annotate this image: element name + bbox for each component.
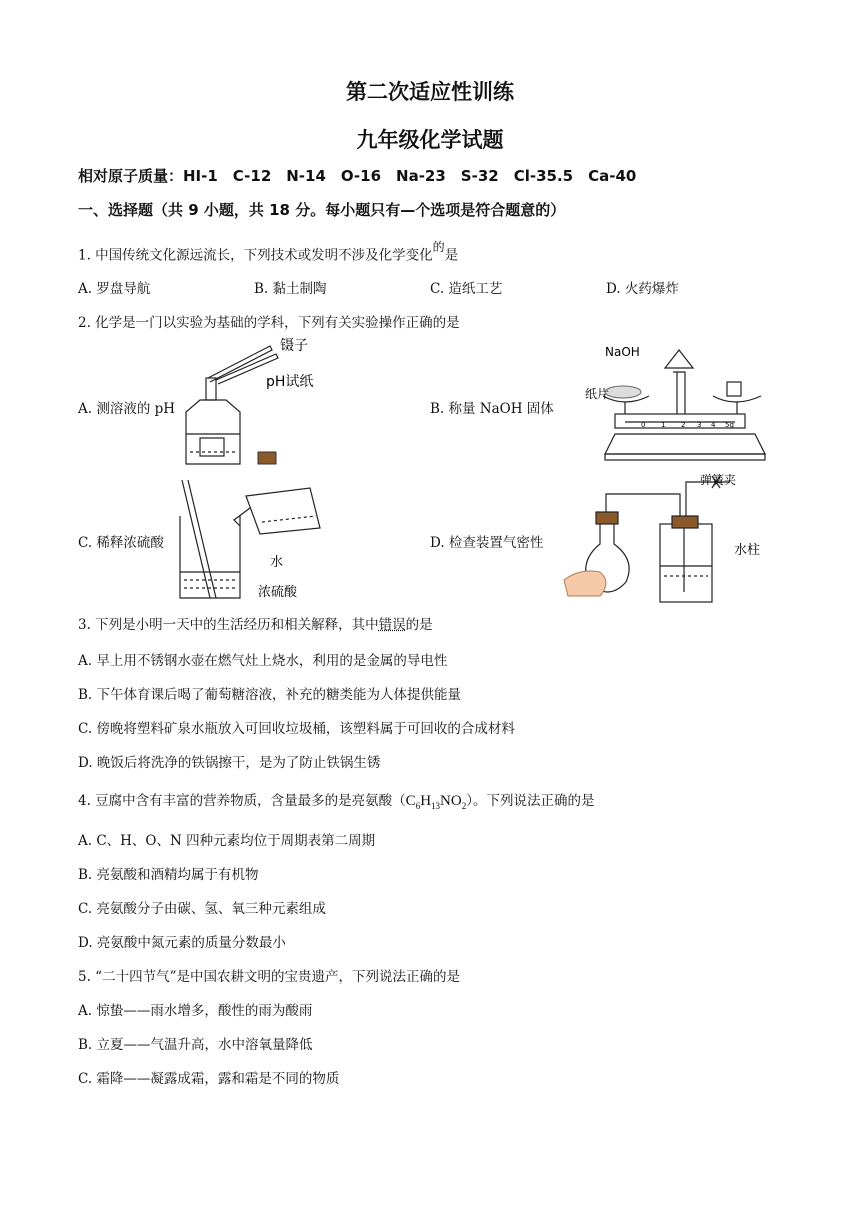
question-4-stem-pre: 4. 豆腐中含有丰富的营养物质，含量最多的是亮氨酸（ <box>78 793 406 809</box>
q2-option-a: A. 测溶液的 pH <box>78 401 176 417</box>
water-column-label: 水柱 <box>734 543 761 558</box>
naoh-label: NaOH <box>605 345 640 359</box>
q2-option-b: B. 称量 NaOH 固体 <box>430 401 554 417</box>
scale-tick-5g: 5g <box>725 421 734 429</box>
exam-title: 第二次适应性训练 <box>346 80 514 104</box>
q4-option-b: B. 亮氨酸和酒精均属于有机物 <box>78 867 259 883</box>
sulfuric-acid-label: 浓硫酸 <box>258 585 298 600</box>
q3-option-c: C. 傍晚将塑料矿泉水瓶放入可回收垃圾桶，该塑料属于可回收的合成材料 <box>78 721 515 737</box>
ph-paper-piece <box>258 452 276 464</box>
question-3-stem-post: 的是 <box>405 617 433 633</box>
question-3-emphasis: 错误 <box>378 617 406 633</box>
formula-h-sub: 13 <box>431 801 441 811</box>
q2-option-d: D. 检查装置气密性 <box>430 535 544 551</box>
question-3-stem <box>78 613 433 633</box>
scale-tick-0: 0 <box>641 421 646 429</box>
question-3-stem-pre: 3. 下列是小明一天中的生活经历和相关解释，其中 <box>78 617 379 633</box>
ph-paper-label: pH试纸 <box>266 374 314 390</box>
q1-option-a: A. 罗盘导航 <box>78 281 151 297</box>
formula-h: H <box>420 793 432 809</box>
formula-c: C <box>405 793 416 809</box>
tweezers-label: 镊子 <box>280 338 308 354</box>
q2-option-c: C. 稀释浓硫酸 <box>78 535 164 551</box>
figure-ph-measurement <box>180 334 340 474</box>
hand-image <box>564 571 606 596</box>
q5-option-c: C. 霜降——凝露成霜，露和霜是不同的物质 <box>78 1071 340 1087</box>
scale-tick-3: 3 <box>697 421 702 429</box>
q3-option-a: A. 早上用不锈钢水壶在燃气灶上烧水，利用的是金属的导电性 <box>78 653 448 669</box>
paper-label: 纸片 <box>585 387 610 401</box>
formula-o-sub: 2 <box>461 801 467 811</box>
q3-option-b: B. 下午体育课后喝了葡萄糖溶液，补充的糖类能为人体提供能量 <box>78 687 462 703</box>
question-5-stem: 5. “二十四节气”是中国农耕文明的宝贵遗产，下列说法正确的是 <box>78 969 460 985</box>
scale-tick-4: 4 <box>711 421 716 429</box>
question-1-stem: 1. 中国传统文化源远流长，下列技术或发明不涉及化学变化 <box>78 247 433 264</box>
question-1-stem-sup: 的 <box>432 240 445 254</box>
clamp-label: 弹簧夹 <box>700 473 737 487</box>
q1-option-c: C. 造纸工艺 <box>430 281 503 297</box>
scale-tick-1: 1 <box>661 421 666 429</box>
question-2-stem: 2. 化学是一门以实验为基础的学科，下列有关实验操作正确的是 <box>78 315 460 331</box>
section-header: 一、选择题（共 9 小题，共 18 分。每小题只有—个选项是符合题意的） <box>78 201 566 219</box>
exam-subtitle: 九年级化学试题 <box>356 128 504 152</box>
formula-c-sub: 6 <box>415 801 421 811</box>
leucine-formula <box>406 793 467 809</box>
question-4-stem-post: ）。下列说法正确的是 <box>466 793 595 809</box>
water-label: 水 <box>270 555 284 570</box>
atomic-masses: 相对原子质量：HI-1 C-12 N-14 O-16 Na-23 S-32 Cl-35.5 Ca-40 <box>78 167 637 185</box>
question-4-stem <box>78 789 594 811</box>
q5-option-a: A. 惊蛰——雨水增多，酸性的雨为酸雨 <box>78 1003 313 1019</box>
q1-option-d: D. 火药爆炸 <box>606 281 679 297</box>
naoh-sample <box>605 386 641 398</box>
figure-airtightness <box>560 472 780 607</box>
question-1 <box>78 241 458 264</box>
q3-option-d: D. 晚饭后将洗净的铁锅擦干，是为了防止铁锅生锈 <box>78 755 381 771</box>
figure-dilution <box>170 476 350 601</box>
question-1-stem-tail: 是 <box>444 247 459 264</box>
figure-balance <box>585 342 780 467</box>
scale-tick-2: 2 <box>681 421 686 429</box>
q4-option-a: A. C、H、O、N 四种元素均位于周期表第二周期 <box>78 833 376 849</box>
q1-option-b: B. 黏土制陶 <box>254 281 327 297</box>
q4-option-c: C. 亮氨酸分子由碳、氢、氧三种元素组成 <box>78 901 326 917</box>
q5-option-b: B. 立夏——气温升高，水中溶氧量降低 <box>78 1037 313 1053</box>
formula-no: NO <box>440 793 462 809</box>
q4-option-d: D. 亮氨酸中氮元素的质量分数最小 <box>78 935 286 951</box>
